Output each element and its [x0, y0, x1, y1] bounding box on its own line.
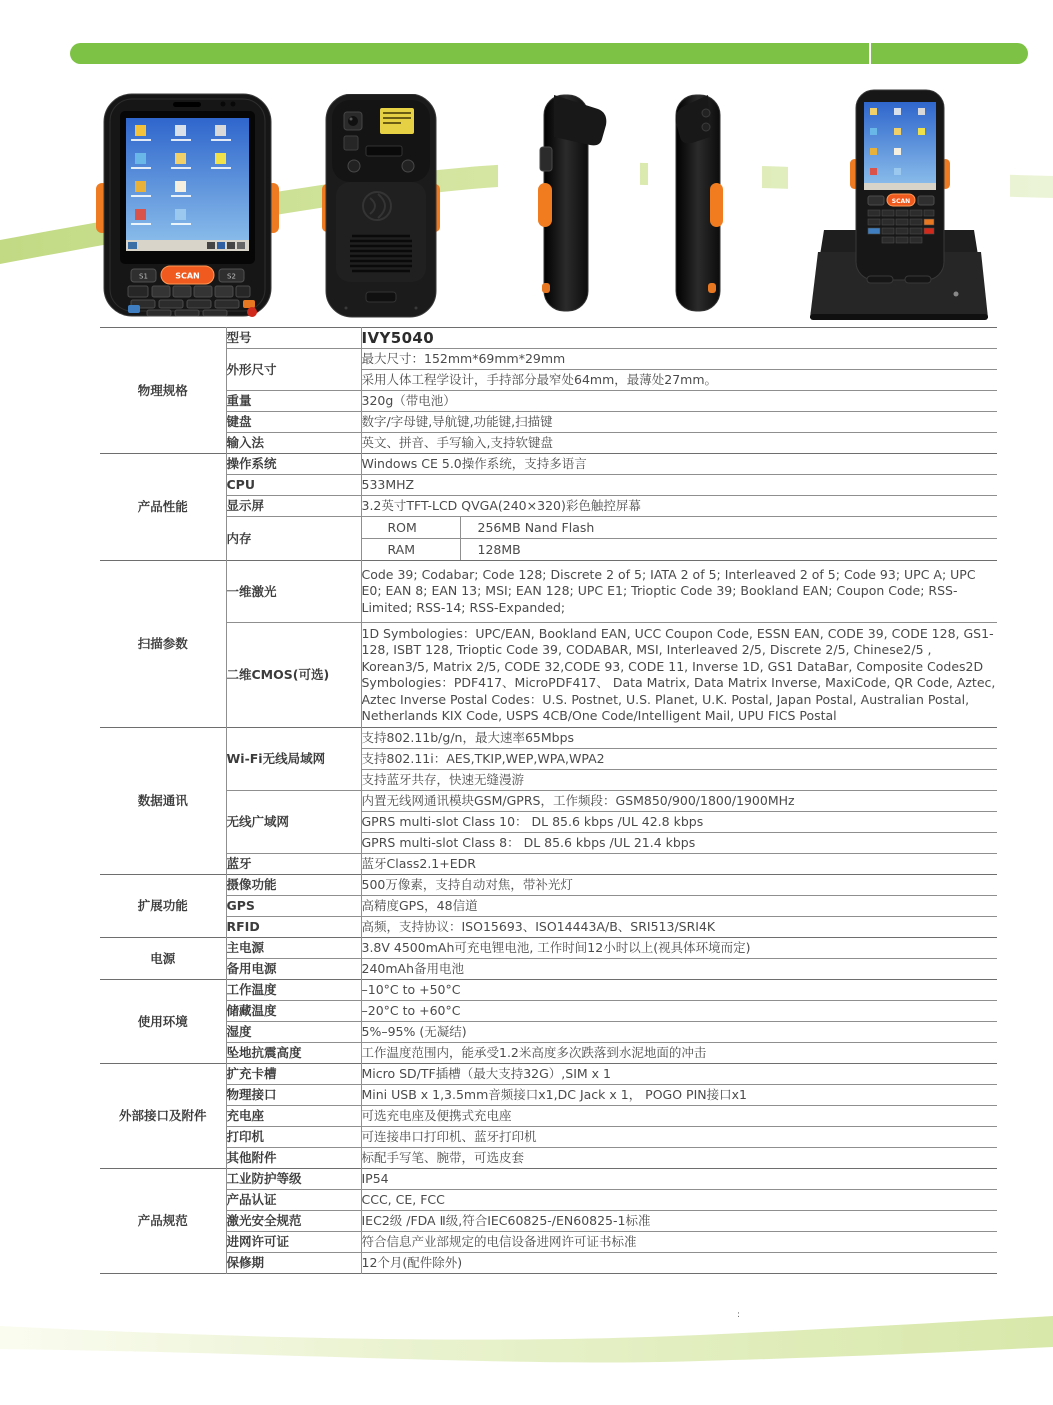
spec-value-cell: Micro SD/TF插槽（最大支持32G）,SIM x 1	[361, 1064, 997, 1085]
spec-row	[100, 854, 997, 875]
spec-value-cell: Windows CE 5.0操作系统，支持多语言	[361, 454, 997, 475]
spec-value-cell: 最大尺寸：152mm*69mm*29mm	[361, 349, 997, 370]
spec-category-cell: 产品规范	[100, 1169, 226, 1274]
spec-attr-cell: CPU	[226, 475, 361, 496]
spec-attr-cell: Wi-Fi无线局域网	[226, 728, 361, 791]
spec-value-cell	[361, 539, 997, 561]
spec-value-cell: 支持802.11i：AES,TKIP,WEP,WPA,WPA2	[361, 749, 997, 770]
spec-value-cell: 支持蓝牙共存，快速无缝漫游	[361, 770, 997, 791]
spec-value-cell: 12个月(配件除外)	[361, 1253, 997, 1274]
device-side-right-photo	[648, 87, 762, 319]
spec-value-cell: 采用人体工程学设计，手持部分最窄处64mm，最薄处27mm。	[361, 370, 997, 391]
s1-key-label: S1	[139, 272, 148, 281]
spec-row	[100, 391, 997, 412]
spec-attr-cell: 蓝牙	[226, 854, 361, 875]
spec-row	[100, 475, 997, 496]
spec-attr-cell: 输入法	[226, 433, 361, 454]
spec-attr-cell: GPS	[226, 896, 361, 917]
spec-row	[100, 1211, 997, 1232]
spec-value-cell: 内置无线网通讯模块GSM/GPRS，工作频段：GSM850/900/1800/1900MHz	[361, 791, 997, 812]
spec-value-cell: Code 39; Codabar; Code 128; Discrete 2 of 5; IATA 2 of 5; Interleaved 2 of 5; Code 93; UPC A; UPC E0; EAN 8; EAN 13; MSI; EAN 128; UPC E1; Trioptic Code 39; Bookland EAN; Coupon Code; RSS-Limited; RSS-14; RSS-Expanded;	[361, 561, 997, 623]
spec-value-cell: Mini USB x 1,3.5mm音频接口x1,DC Jack x 1， POGO PIN接口x1	[361, 1085, 997, 1106]
spec-row	[100, 1001, 997, 1022]
spec-row	[100, 917, 997, 938]
header-bar-divider	[869, 43, 871, 64]
spec-attr-cell: 二维CMOS(可选)	[226, 623, 361, 728]
spec-row	[100, 1148, 997, 1169]
spec-row	[100, 349, 997, 370]
spec-value-cell: 可连接串口打印机、蓝牙打印机	[361, 1127, 997, 1148]
scan-key-label: SCAN	[175, 271, 200, 281]
spec-value-cell: 240mAh备用电池	[361, 959, 997, 980]
spec-row	[100, 1169, 997, 1190]
device-side-left-graphic	[498, 87, 640, 319]
spec-value-cell: 蓝牙Class2.1+EDR	[361, 854, 997, 875]
spec-row	[100, 1106, 997, 1127]
spec-value-cell: IEC2级 /FDA Ⅱ级,符合IEC60825-/EN60825-1标准	[361, 1211, 997, 1232]
spec-category-cell: 使用环境	[100, 980, 226, 1064]
spec-row	[100, 1190, 997, 1211]
device-cradle-photo	[788, 84, 1010, 324]
spec-value-cell: 320g（带电池）	[361, 391, 997, 412]
spec-attr-cell: 键盘	[226, 412, 361, 433]
spec-category-cell: 物理规格	[100, 328, 226, 454]
spec-attr-cell: 主电源	[226, 938, 361, 959]
device-cradle-graphic	[788, 84, 1010, 324]
device-side-left-photo	[498, 87, 640, 319]
spec-attr-cell: 操作系统	[226, 454, 361, 475]
spec-value-cell: 标配手写笔、腕带，可选皮套	[361, 1148, 997, 1169]
spec-value-cell: 533MHZ	[361, 475, 997, 496]
device-back-graphic	[322, 94, 440, 318]
spec-row	[100, 561, 997, 623]
spec-attr-cell: 坠地抗震高度	[226, 1043, 361, 1064]
spec-attr-cell: 显示屏	[226, 496, 361, 517]
spec-attr-cell: 工作温度	[226, 980, 361, 1001]
spec-row	[100, 980, 997, 1001]
warning-label	[380, 108, 414, 134]
spec-row	[100, 875, 997, 896]
spec-value-cell: GPRS multi-slot Class 10： DL 85.6 kbps /UL 42.8 kbps	[361, 812, 997, 833]
spec-value-cell: 5%–95% (无凝结)	[361, 1022, 997, 1043]
spec-table	[100, 327, 997, 1274]
spec-category-cell: 扫描参数	[100, 561, 226, 728]
spec-attr-cell: 内存	[226, 517, 361, 561]
spec-value-cell	[361, 517, 997, 539]
device-side-right-graphic	[648, 87, 762, 319]
spec-row	[100, 791, 997, 812]
s2-key-label: S2	[227, 272, 236, 281]
spec-value-cell: GPRS multi-slot Class 8： DL 85.6 kbps /UL 21.4 kbps	[361, 833, 997, 854]
spec-value-cell: IP54	[361, 1169, 997, 1190]
spec-attr-cell: 型号	[226, 328, 361, 349]
spec-row	[100, 517, 997, 539]
spec-attr-cell: 产品认证	[226, 1190, 361, 1211]
spec-value-cell: 高精度GPS，48信道	[361, 896, 997, 917]
spec-value-cell: CCC, CE, FCC	[361, 1190, 997, 1211]
spec-row	[100, 1022, 997, 1043]
spec-category-cell: 产品性能	[100, 454, 226, 561]
device-front-photo	[95, 93, 280, 318]
spec-row	[100, 938, 997, 959]
spec-row	[100, 1232, 997, 1253]
header-green-bar	[70, 43, 1028, 64]
side-scan-trigger	[538, 183, 552, 227]
spec-row	[100, 433, 997, 454]
spec-attr-cell: 扩充卡槽	[226, 1064, 361, 1085]
spec-row	[100, 496, 997, 517]
spec-attr-cell: 进网许可证	[226, 1232, 361, 1253]
spec-category-cell: 外部接口及附件	[100, 1064, 226, 1169]
spec-value-cell: 数字/字母键,导航键,功能键,扫描键	[361, 412, 997, 433]
spec-row	[100, 412, 997, 433]
spec-category-cell: 数据通讯	[100, 728, 226, 875]
spec-attr-cell: 重量	[226, 391, 361, 412]
memory-size-value: 256MB Nand Flash	[477, 519, 595, 535]
spec-attr-cell: 工业防护等级	[226, 1169, 361, 1190]
memory-size-value: 128MB	[477, 541, 521, 557]
spec-attr-cell: 摄像功能	[226, 875, 361, 896]
spec-attr-cell: 无线广域网	[226, 791, 361, 854]
memory-type-label: RAM	[362, 539, 461, 560]
spec-value-cell: –20°C to +60°C	[361, 1001, 997, 1022]
spec-attr-cell: 储藏温度	[226, 1001, 361, 1022]
spec-value-cell: 3.8V 4500mAh可充电锂电池, 工作时间12小时以上(视具体环境而定)	[361, 938, 997, 959]
spec-attr-cell: RFID	[226, 917, 361, 938]
spec-category-cell: 扩展功能	[100, 875, 226, 938]
spec-value-cell: 工作温度范围内，能承受1.2米高度多次跌落到水泥地面的冲击	[361, 1043, 997, 1064]
spec-value-cell: 英文、拼音、手写输入,支持软键盘	[361, 433, 997, 454]
side-scan-trigger	[710, 183, 723, 227]
spec-row	[100, 959, 997, 980]
spec-attr-cell: 激光安全规范	[226, 1211, 361, 1232]
spec-attr-cell: 一维激光	[226, 561, 361, 623]
spec-value-cell: 可选充电座及便携式充电座	[361, 1106, 997, 1127]
spec-value-cell: 高频，支持协议：ISO15693、ISO14443A/B、SRI513/SRI4K	[361, 917, 997, 938]
spec-table-container	[100, 327, 997, 1274]
spec-attr-cell: 物理接口	[226, 1085, 361, 1106]
spec-value-cell: –10°C to +50°C	[361, 980, 997, 1001]
spec-attr-cell: 保修期	[226, 1253, 361, 1274]
device-front-graphic	[95, 93, 280, 318]
spec-row	[100, 728, 997, 749]
device-back-photo	[322, 94, 440, 318]
spec-category-cell: 电源	[100, 938, 226, 980]
spec-attr-cell: 充电座	[226, 1106, 361, 1127]
spec-value-cell: 符合信息产业部规定的电信设备进网许可证书标准	[361, 1232, 997, 1253]
spec-attr-cell: 打印机	[226, 1127, 361, 1148]
spec-row	[100, 454, 997, 475]
spec-row	[100, 1085, 997, 1106]
spec-row	[100, 896, 997, 917]
spec-attr-cell: 外形尺寸	[226, 349, 361, 391]
spec-row	[100, 1253, 997, 1274]
spec-attr-cell: 备用电源	[226, 959, 361, 980]
spec-value-cell: 500万像素，支持自动对焦，带补光灯	[361, 875, 997, 896]
spec-attr-cell: 湿度	[226, 1022, 361, 1043]
spec-row	[100, 1043, 997, 1064]
spec-value-cell: IVY5040	[361, 328, 997, 349]
spec-row	[100, 623, 997, 728]
spec-row	[100, 1064, 997, 1085]
spec-row	[100, 1127, 997, 1148]
spec-value-cell: 3.2英寸TFT-LCD QVGA(240×320)彩色触控屏幕	[361, 496, 997, 517]
spec-value-cell: 1D Symbologies：UPC/EAN, Bookland EAN, UCC Coupon Code, ESSN EAN, CODE 39, CODE 128, GS1-128, ISBT 128, Trioptic Code 39, CODABAR, MSI, Interleaved 2/5, Discrete 2/5, Chinese2/5 , Korean3/5, Matrix 2/5, CODE 32,CODE 93, CODE 11, Inverse 1D, GS1 DataBar, Composite Codes2D Symbologies：PDF417、MicroPDF417、 Data Matrix, Data Matrix Inverse, MaxiCode, QR Code, Aztec, Aztec Inverse Postal Codes：U.S. Postnet, U.S. Planet, U.K. Postal, Japan Postal, Australian Postal, Netherlands KIX Code, USPS 4CB/One Code/Intelligent Mail, UPU FICS Postal	[361, 623, 997, 728]
memory-type-label: ROM	[362, 517, 461, 538]
stray-colon-text: :	[737, 1310, 741, 1320]
cradle-scan-key-label: SCAN	[891, 198, 911, 205]
spec-value-cell: 支持802.11b/g/n，最大速率65Mbps	[361, 728, 997, 749]
spec-row	[100, 328, 997, 349]
spec-attr-cell: 其他附件	[226, 1148, 361, 1169]
